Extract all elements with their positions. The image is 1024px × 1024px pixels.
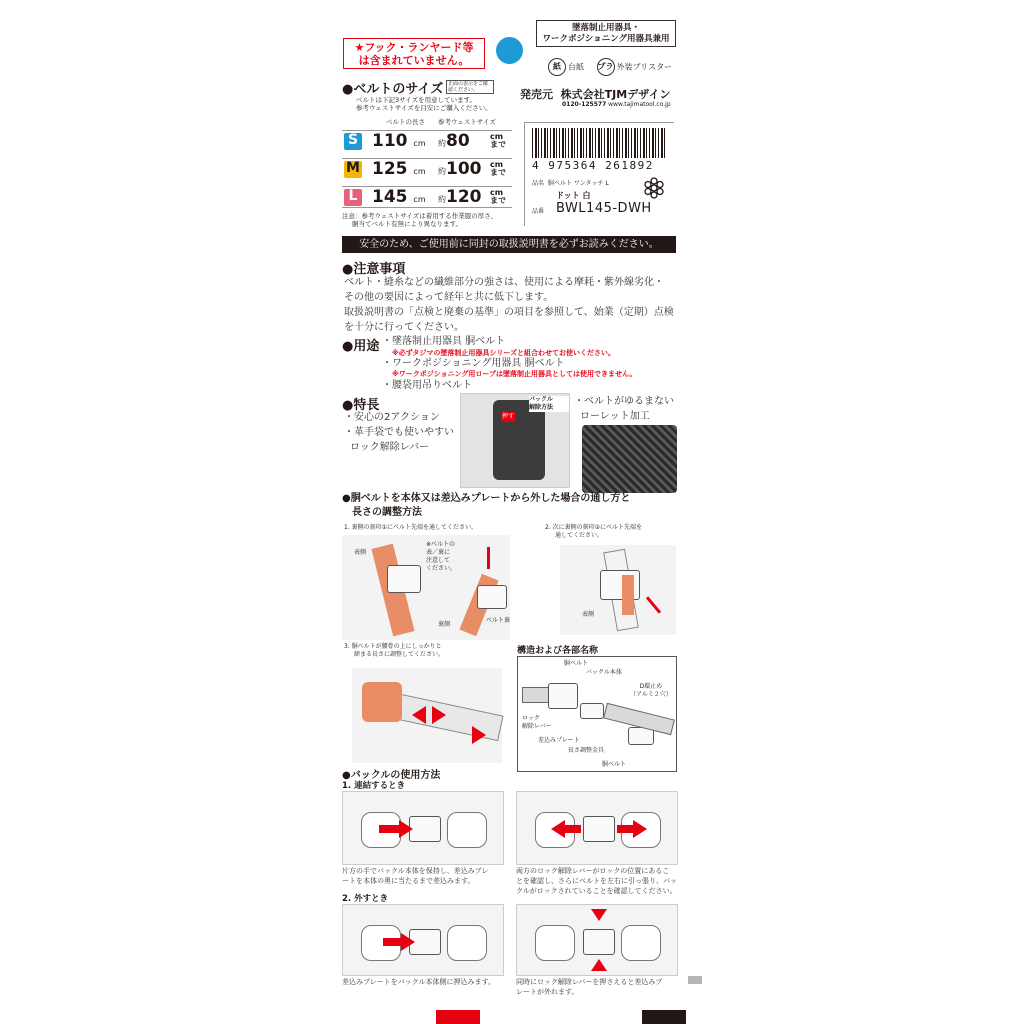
press-arrow-down: [591, 909, 607, 921]
feature-3: ・ベルトがゆるまない ローレット加工: [574, 396, 674, 422]
label-insert-plate: 差込みプレート: [538, 737, 580, 744]
buckle-body: [548, 683, 578, 709]
insert-plate: [580, 703, 604, 719]
belt-end: [362, 682, 402, 722]
red-swatch: [436, 1010, 480, 1024]
left-hand: [535, 925, 575, 961]
belt-size-intro: ベルトは下記3サイズを用意しています。 参考ウェストサイズを目安にご購入ください。: [356, 96, 492, 112]
size-row-l: L 145 cm 約120 cm まで: [342, 186, 512, 208]
size-row-m: M 125 cm 約100 cm まで: [342, 158, 512, 180]
size-badge: M: [344, 161, 362, 178]
adjust-arrow-left: [412, 706, 426, 724]
buckle-release-photo: [460, 393, 570, 488]
belt-back-label: ベルト裏: [486, 617, 511, 624]
size-badge: L: [344, 189, 362, 206]
col-waist: 参考ウェストサイズ: [438, 118, 496, 126]
black-swatch: [642, 1010, 686, 1024]
product-variant: ドット 白: [556, 191, 591, 200]
release-illustration-1: [342, 904, 504, 976]
adjust-arrow-right: [432, 706, 446, 724]
publisher: 発売元 株式会社TJMデザイン: [520, 88, 671, 101]
usage-item-1: ・墜落制止用器具 胴ベルト: [382, 336, 506, 347]
safety-banner: 安全のため、ご使用前に同封の取扱説明書を必ずお読みください。: [342, 236, 676, 253]
step-3-illustration: [352, 668, 502, 763]
pull-arrow-right: [633, 820, 647, 838]
arrow-shaft: [383, 938, 403, 946]
push-arrow: [401, 933, 415, 951]
release-heading: 2. 外すとき: [342, 894, 389, 904]
certification-box: 墜落制止用器具・ ワークポジショニング用器具兼用: [536, 20, 676, 47]
right-hand: [447, 925, 487, 961]
threading-title: ●胴ベルトを本体又は差込みプレートから外した場合の通し方と 長さの調整方法: [342, 493, 631, 518]
publisher-contact: 0120-125577 www.tajimatool.co.jp: [562, 101, 671, 108]
belt-tip: [622, 575, 634, 615]
usage-note-1: ※必ずタジマの墜落制止用器具シリーズと組合わせてお使いください。: [392, 349, 615, 357]
paper-recycle-icon: 紙: [548, 58, 566, 76]
not-included-notice: ★フック・ランヤード等 は含まれていません。: [343, 38, 485, 69]
adjuster-ring: [600, 570, 640, 600]
connect-caption-2: 両方のロック解除レバーがロックの位置にあるこ とを確認し、さらにベルトを左右に引っ張り、バッ クルがロックされていることを確認してください。: [516, 867, 677, 895]
threading-step-1: 1. 裏側の刻印①にベルト先端を通してください。: [344, 524, 478, 531]
caution-text: ベルト・縫糸などの繊維部分の強さは、使用による摩耗・紫外線劣化・ その他の要因によって経年と共に低下します。 取扱説明書の「点検と廃棄の基準」の項目を参照して、始業（定期）点検 を十分に行ってください。: [344, 277, 674, 333]
usage-note-2: ※ワークポジショニング用ロープは墜落制止用器具としては使用できません。: [392, 370, 637, 378]
caution-title: ●注意事項: [342, 262, 406, 277]
structure-diagram: [517, 656, 677, 772]
size-row-s: S 110 cm 約80 cm まで: [342, 130, 512, 152]
buckle: [409, 816, 441, 842]
dot-pattern-icon: [642, 176, 666, 200]
buckle-use-title: ●バックルの使用方法: [342, 770, 441, 781]
product-code-label: 品番: [532, 208, 545, 215]
right-hand: [621, 925, 661, 961]
barcode-number: 4 975364 261892: [532, 159, 654, 172]
connect-illustration-1: [342, 791, 504, 865]
adjuster-ring: [477, 585, 507, 609]
label-d-ring: D環止め （アルミ２穴）: [630, 683, 672, 698]
front-side-label-2: 表側: [582, 611, 595, 618]
knurled-belt-photo: [582, 425, 677, 493]
size-badge: S: [344, 133, 362, 150]
label-buckle-body: バックル本体: [586, 669, 622, 676]
belt-size-note: 注意：参考ウェストサイズは着用する作業服の厚さ、 胴当てベルト有無により異なります。: [342, 212, 497, 228]
label-belt-2: 胴ベルト: [602, 761, 627, 768]
buckle: [583, 929, 615, 955]
release-caption-1: 差込みプレートをバックル本体側に押込みます。: [342, 978, 495, 986]
arrow-shaft: [563, 825, 581, 833]
insert-arrow: [399, 820, 413, 838]
release-method-label: バックル 解除方法: [529, 396, 569, 412]
gray-swatch: [688, 976, 702, 984]
connect-illustration-2: [516, 791, 678, 865]
release-caption-2: 同時にロック解除レバーを押さえると差込みプ レートが外れます。: [516, 978, 663, 996]
label-adjuster: 長さ調整金具: [568, 747, 605, 754]
adjuster-ring: [387, 565, 421, 593]
step-2-illustration: [560, 545, 676, 635]
label-belt: 胴ベルト: [564, 660, 589, 667]
usage-item-2: ・ワークポジショニング用器具 胴ベルト: [382, 358, 565, 369]
belt-strip: [390, 693, 503, 741]
feature-1: ・安心の2アクション: [344, 412, 440, 423]
threading-step-3: 3. 胴ベルトが腰骨の上にしっかりと 締まる長さに調整してください。: [344, 643, 445, 658]
feature-2: ・革手袋でも使いやすい ロック解除レバー: [344, 427, 454, 453]
connect-heading: 1. 連結するとき: [342, 781, 406, 791]
barcode: [532, 128, 666, 158]
label-lock-lever: ロック 解除レバー: [522, 715, 552, 730]
push-label: 押す: [501, 413, 514, 420]
front-side-label: 表側: [354, 549, 367, 556]
belt-size-title: ●ベルトのサイズ: [342, 82, 444, 97]
connect-caption-1: 片方の手でバックル本体を保持し、差込みプレ ートを本体の奥に当たるまで差込みます。: [342, 867, 489, 885]
plastic-recycle-icon: プラ: [597, 58, 615, 76]
belt-side-note: ※ベルトの 表／裏に 注意して ください。: [426, 541, 457, 572]
product-code: BWL145-DWH: [556, 201, 652, 216]
structure-title: 構造および各部名称: [517, 646, 599, 656]
features-title: ●特長: [342, 398, 380, 413]
arrow-shaft: [379, 825, 401, 833]
buckle: [583, 816, 615, 842]
right-hand: [447, 812, 487, 848]
back-side-label: 裏側: [438, 621, 451, 628]
product-name: 品名 胴ベルト ワンタッチ L: [532, 180, 609, 187]
col-length: ベルトの長さ: [386, 118, 425, 126]
tighten-arrow: [472, 726, 486, 744]
usage-title: ●用途: [342, 339, 380, 354]
red-arrow: [646, 596, 661, 613]
belt-size-side-note: 正面の表示をご確認ください。: [446, 80, 494, 94]
red-arrow: [487, 547, 490, 569]
size-color-dot: [496, 37, 523, 64]
usage-item-3: ・腰袋用吊りベルト: [382, 380, 472, 391]
step-1-illustration: [342, 535, 510, 640]
threading-step-2: 2. 次に裏側の刻印②にベルト先端を 通してください。: [545, 524, 643, 539]
press-arrow-up: [591, 959, 607, 971]
release-illustration-2: [516, 904, 678, 976]
recycle-marks: 紙 台紙 プラ 外装ブリスター: [548, 58, 672, 76]
